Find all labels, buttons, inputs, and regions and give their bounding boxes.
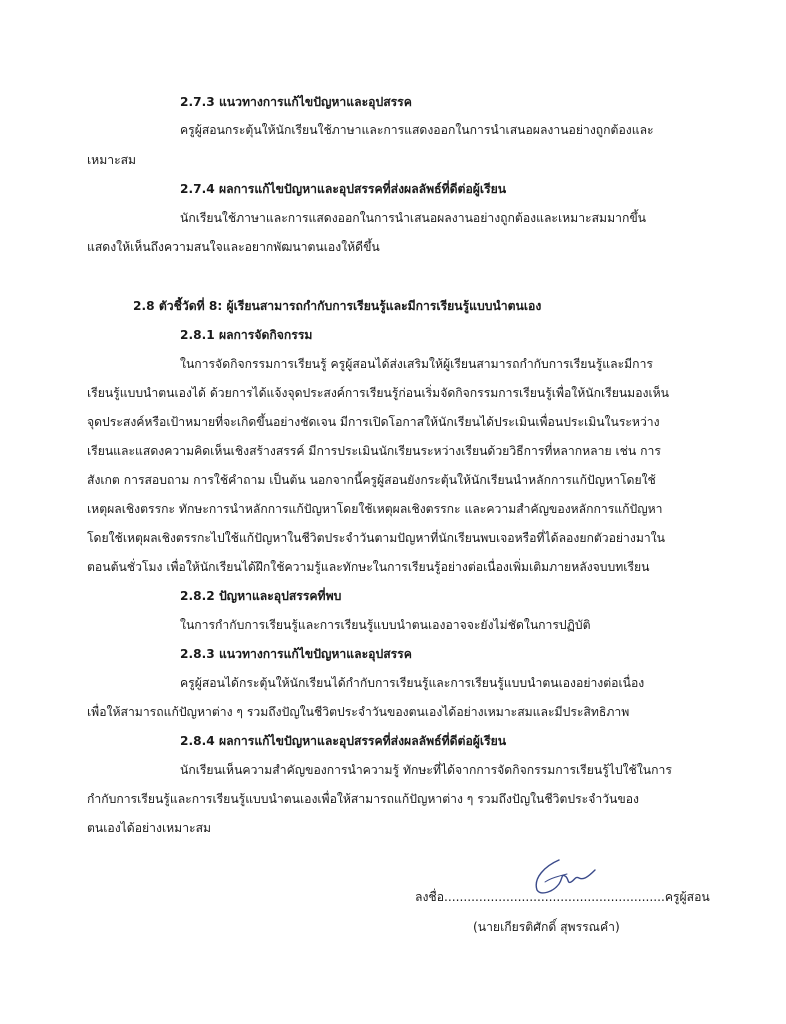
paragraph-line: สังเกต การสอบถาม การใช้คำถาม เป็นต้น นอกจากนี้ครูผู้สอนยังกระตุ้นให้นักเรียนนำหลักการแก้ปัญหาโดยใช้ <box>87 473 656 487</box>
paragraph-line: จุดประสงค์หรือเป้าหมายที่จะเกิดขึ้นอย่างชัดเจน มีการเปิดโอกาสให้นักเรียนได้ประเมินเพื่อนประเมินในระหว่าง <box>87 415 660 429</box>
signature-block <box>415 852 715 942</box>
signature-line: ลงชื่อ.........................................................ครูผู้สอน <box>415 890 710 904</box>
paragraph-line: เหมาะสม <box>87 153 137 167</box>
heading-2-8-3: 2.8.3 แนวทางการแก้ไขปัญหาและอุปสรรค <box>180 647 412 661</box>
paragraph-line: ตนเองได้อย่างเหมาะสม <box>87 821 212 835</box>
paragraph-line: แสดงให้เห็นถึงความสนใจและอยากพัฒนาตนเองให้ดีขึ้น <box>87 240 380 254</box>
heading-2-8-2: 2.8.2 ปัญหาและอุปสรรคที่พบ <box>180 589 342 603</box>
paragraph-line: นักเรียนใช้ภาษาและการแสดงออกในการนำเสนอผลงานอย่างถูกต้องและเหมาะสมมากขึ้น <box>180 211 646 225</box>
paragraph-line: ตอนต้นชั่วโมง เพื่อให้นักเรียนได้ฝึกใช้ความรู้และทักษะในการเรียนรู้อย่างต่อเนื่องเพิ่มเติมภายหลังจบบทเรียน <box>87 560 650 574</box>
heading-2-8: 2.8 ตัวชี้วัดที่ 8: ผู้เรียนสามารถกำกับการเรียนรู้และมีการเรียนรู้แบบนำตนเอง <box>133 299 542 313</box>
paragraph-line: ในการกำกับการเรียนรู้และการเรียนรู้แบบนำตนเองอาจจะยังไม่ชัดในการปฏิบัติ <box>180 618 591 632</box>
paragraph-line: เหตุผลเชิงตรรกะ ทักษะการนำหลักการแก้ปัญหาโดยใช้เหตุผลเชิงตรรกะ และความสำคัญของหลักการแก้ปัญหา <box>87 502 663 516</box>
paragraph-line: นักเรียนเห็นความสำคัญของการนำความรู้ ทักษะที่ได้จากการจัดกิจกรรมการเรียนรู้ไปใช้ในการ <box>180 763 672 777</box>
paragraph-line: เพื่อให้สามารถแก้ปัญหาต่าง ๆ รวมถึงปัญในชีวิตประจำวันของตนเองได้อย่างเหมาะสมและมีประสิทธิภาพ <box>87 705 630 719</box>
paragraph-line: เรียนรู้แบบนำตนเองได้ ด้วยการได้แจ้งจุดประสงค์การเรียนรู้ก่อนเริ่มจัดกิจกรรมการเรียนรู้เพื่อให้นักเรียนมองเห็น <box>87 386 670 400</box>
paragraph-line: ในการจัดกิจกรรมการเรียนรู้ ครูผู้สอนได้ส่งเสริมให้ผู้เรียนสามารถกำกับการเรียนรู้และมีการ <box>180 357 653 371</box>
heading-2-8-4: 2.8.4 ผลการแก้ไขปัญหาและอุปสรรคที่ส่งผลลัพธ์ที่ดีต่อผู้เรียน <box>180 734 507 748</box>
paragraph-line: ครูผู้สอนกระตุ้นให้นักเรียนใช้ภาษาและการแสดงออกในการนำเสนอผลงานอย่างถูกต้องและ <box>180 123 654 137</box>
paragraph-line: เรียนและแสดงความคิดเห็นเชิงสร้างสรรค์ มีการประเมินนักเรียนระหว่างเรียนด้วยวิธีการที่หลากหลาย เช่น การ <box>87 444 661 458</box>
heading-2-7-4: 2.7.4 ผลการแก้ไขปัญหาและอุปสรรคที่ส่งผลลัพธ์ที่ดีต่อผู้เรียน <box>180 182 507 196</box>
paragraph-line: ครูผู้สอนได้กระตุ้นให้นักเรียนได้กำกับการเรียนรู้และการเรียนรู้แบบนำตนเองอย่างต่อเนื่อง <box>180 676 645 690</box>
heading-2-8-1: 2.8.1 ผลการจัดกิจกรรม <box>180 328 313 342</box>
signer-name: (นายเกียรติศักดิ์ สุพรรณคำ) <box>473 920 620 934</box>
paragraph-line: โดยใช้เหตุผลเชิงตรรกะไปใช้แก้ปัญหาในชีวิตประจำวันตามปัญหาที่นักเรียนพบเจอหรือที่ได้ลองยกตัวอย่างมาใน <box>87 531 666 545</box>
paragraph-line: กำกับการเรียนรู้และการเรียนรู้แบบนำตนเองเพื่อให้สามารถแก้ปัญหาต่าง ๆ รวมถึงปัญในชีวิตประจำวันของ <box>87 792 639 806</box>
heading-2-7-3: 2.7.3 แนวทางการแก้ไขปัญหาและอุปสรรค <box>180 95 412 109</box>
